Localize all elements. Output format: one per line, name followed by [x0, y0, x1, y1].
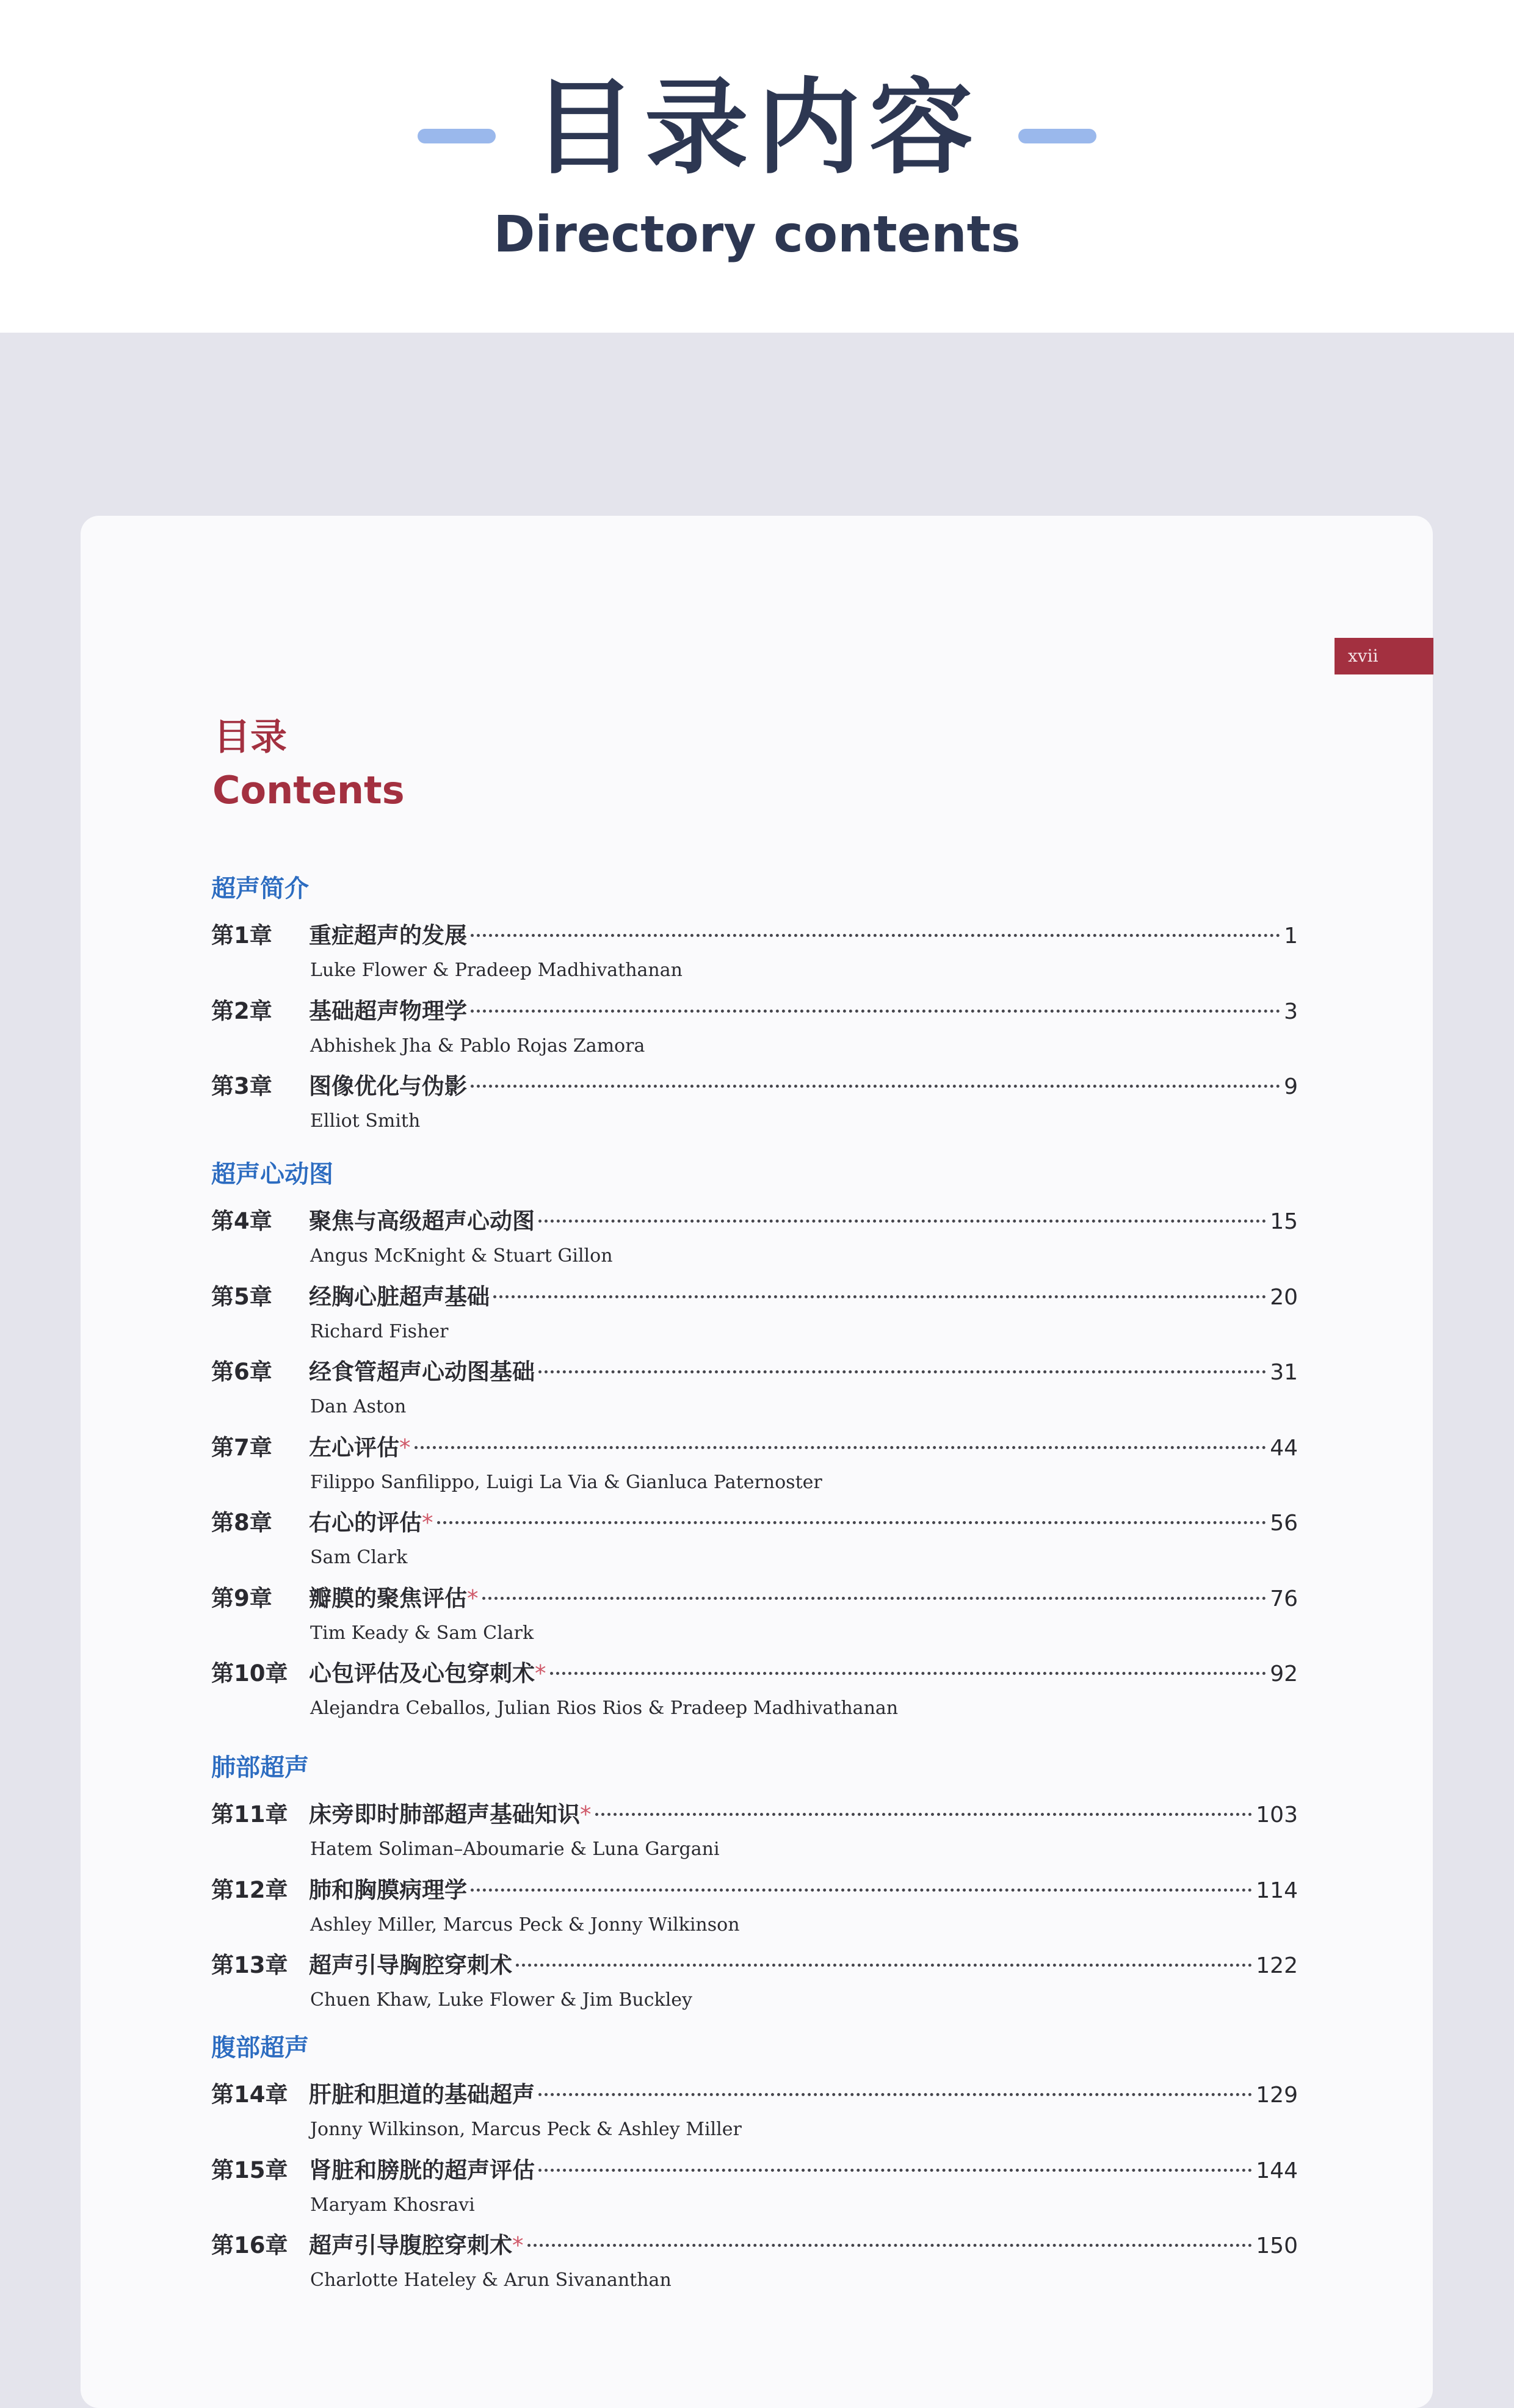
- chapter-star-mark: *: [467, 1585, 479, 1611]
- chapter-page-number: 56: [1270, 1511, 1298, 1536]
- chapter-number: 第2章: [211, 998, 272, 1024]
- chapter-number: 第13章: [211, 1952, 288, 1978]
- chapter-page-number: 150: [1256, 2233, 1298, 2258]
- chapter-star-mark: *: [535, 1660, 546, 1687]
- chapter-title: 经食管超声心动图基础: [309, 1359, 535, 1385]
- chapter-authors: Chuen Khaw, Luke Flower & Jim Buckley: [310, 1989, 693, 2011]
- chapter-entry[interactable]: [211, 1655, 1298, 1692]
- chapter-entry[interactable]: [211, 1947, 1298, 1984]
- chapter-star-mark: *: [422, 1510, 433, 1536]
- chapter-page-number: 122: [1256, 1953, 1298, 1978]
- chapter-page-number: 31: [1270, 1360, 1298, 1385]
- chapter-entry[interactable]: [211, 2152, 1298, 2189]
- banner-title-en: Directory contents: [493, 206, 1021, 264]
- dot-leader: [595, 1813, 1253, 1816]
- page-number-tab: xvii: [1335, 638, 1433, 674]
- dot-leader: [471, 1085, 1280, 1088]
- chapter-title: 右心的评估: [309, 1510, 422, 1536]
- chapter-authors: Tim Keady & Sam Clark: [310, 1622, 534, 1644]
- chapter-authors: Alejandra Ceballos, Julian Rios Rios & Pradeep Madhivathanan: [310, 1698, 899, 1719]
- chapter-star-mark: *: [399, 1434, 411, 1461]
- dot-leader: [527, 2244, 1253, 2247]
- banner-title-cn: 目录内容: [532, 68, 982, 189]
- chapter-title: 肝脏和胆道的基础超声: [309, 2081, 535, 2108]
- dot-leader: [538, 1220, 1266, 1223]
- chapter-entry[interactable]: [211, 993, 1298, 1030]
- dot-leader: [471, 934, 1280, 937]
- chapter-entry[interactable]: [211, 2077, 1298, 2113]
- chapter-number: 第15章: [211, 2157, 288, 2183]
- chapter-entry[interactable]: [211, 1068, 1298, 1105]
- chapter-number: 第11章: [211, 1801, 288, 1828]
- dot-leader: [538, 2169, 1252, 2172]
- chapter-page-number: 92: [1270, 1661, 1298, 1687]
- chapter-number: 第9章: [211, 1585, 272, 1611]
- chapter-page-number: 144: [1256, 2158, 1298, 2183]
- section-title: 超声心动图: [211, 1160, 333, 1188]
- chapter-number: 第14章: [211, 2081, 288, 2108]
- chapter-entry[interactable]: [211, 1430, 1298, 1466]
- chapter-number: 第12章: [211, 1877, 288, 1903]
- dot-leader: [482, 1597, 1267, 1600]
- dot-leader: [516, 1964, 1252, 1967]
- chapter-title: 左心评估: [309, 1434, 399, 1461]
- dot-leader: [538, 2093, 1252, 2096]
- dot-leader: [471, 1010, 1280, 1013]
- banner-dash-right: [1018, 129, 1096, 143]
- chapter-entry[interactable]: [211, 1354, 1298, 1390]
- chapter-authors: Sam Clark: [310, 1547, 408, 1568]
- chapter-entry[interactable]: [211, 1505, 1298, 1541]
- chapter-page-number: 1: [1284, 924, 1298, 949]
- dot-leader: [493, 1295, 1266, 1298]
- chapter-title: 瓣膜的聚焦评估: [309, 1585, 467, 1611]
- section-title: 肺部超声: [211, 1754, 309, 1782]
- chapter-page-number: 9: [1284, 1074, 1298, 1099]
- chapter-page-number: 20: [1270, 1285, 1298, 1310]
- chapter-entry[interactable]: [211, 2227, 1298, 2264]
- chapter-authors: Angus McKnight & Stuart Gillon: [310, 1245, 613, 1267]
- chapter-authors: Jonny Wilkinson, Marcus Peck & Ashley Miller: [310, 2119, 742, 2140]
- dot-leader: [538, 1370, 1266, 1373]
- section-title: 超声简介: [211, 875, 309, 903]
- chapter-authors: Dan Aston: [310, 1396, 407, 1417]
- chapter-page-number: 129: [1256, 2083, 1298, 2108]
- dot-leader: [471, 1889, 1252, 1892]
- chapter-authors: Hatem Soliman–Aboumarie & Luna Gargani: [310, 1839, 720, 1860]
- chapter-title: 床旁即时肺部超声基础知识: [309, 1801, 580, 1828]
- chapter-entry[interactable]: [211, 1796, 1298, 1833]
- chapter-page-number: 15: [1270, 1209, 1298, 1234]
- chapter-page-number: 114: [1256, 1878, 1298, 1903]
- chapter-entry[interactable]: [211, 917, 1298, 954]
- chapter-authors: Abhishek Jha & Pablo Rojas Zamora: [310, 1035, 645, 1057]
- chapter-page-number: 103: [1256, 1802, 1298, 1828]
- chapter-page-number: 44: [1270, 1436, 1298, 1461]
- chapter-entry[interactable]: [211, 1580, 1298, 1617]
- chapter-title: 聚焦与高级超声心动图: [309, 1208, 535, 1234]
- section-title: 腹部超声: [211, 2034, 309, 2062]
- chapter-entry[interactable]: [211, 1279, 1298, 1315]
- chapter-title: 基础超声物理学: [309, 998, 467, 1024]
- chapter-number: 第4章: [211, 1208, 272, 1234]
- chapter-number: 第1章: [211, 922, 272, 949]
- chapter-page-number: 3: [1284, 999, 1298, 1024]
- chapter-number: 第3章: [211, 1073, 272, 1099]
- chapter-number: 第6章: [211, 1359, 272, 1385]
- chapter-title: 超声引导胸腔穿刺术: [309, 1952, 512, 1978]
- chapter-title: 肺和胸膜病理学: [309, 1877, 467, 1903]
- chapter-number: 第7章: [211, 1434, 272, 1461]
- chapter-title: 经胸心脏超声基础: [309, 1284, 490, 1310]
- chapter-title: 心包评估及心包穿刺术: [309, 1660, 535, 1687]
- chapter-authors: Luke Flower & Pradeep Madhivathanan: [310, 960, 683, 981]
- chapter-authors: Ashley Miller, Marcus Peck & Jonny Wilkinson: [310, 1914, 740, 1936]
- toc-heading-cn: 目录: [214, 716, 287, 759]
- dot-leader: [550, 1672, 1267, 1675]
- chapter-entry[interactable]: [211, 1872, 1298, 1909]
- chapter-number: 第8章: [211, 1510, 272, 1536]
- chapter-page-number: 76: [1270, 1586, 1298, 1611]
- chapter-authors: Charlotte Hateley & Arun Sivananthan: [310, 2269, 672, 2291]
- chapter-title: 重症超声的发展: [309, 922, 467, 949]
- chapter-authors: Elliot Smith: [310, 1110, 421, 1132]
- chapter-title: 肾脏和膀胱的超声评估: [309, 2157, 535, 2183]
- banner-title-row: [0, 61, 1514, 195]
- chapter-title: 图像优化与伪影: [309, 1073, 467, 1099]
- dot-leader: [415, 1446, 1267, 1449]
- chapter-star-mark: *: [512, 2232, 524, 2258]
- dot-leader: [437, 1521, 1267, 1524]
- chapter-authors: Richard Fisher: [310, 1321, 449, 1342]
- toc-heading-en: Contents: [212, 768, 405, 812]
- chapter-authors: Maryam Khosravi: [310, 2194, 475, 2216]
- chapter-star-mark: *: [580, 1801, 592, 1828]
- chapter-number: 第5章: [211, 1284, 272, 1310]
- chapter-number: 第10章: [211, 1660, 288, 1687]
- chapter-number: 第16章: [211, 2232, 288, 2258]
- chapter-entry[interactable]: [211, 1203, 1298, 1240]
- banner: [0, 0, 1514, 333]
- chapter-authors: Filippo Sanfilippo, Luigi La Via & Gianluca Paternoster: [310, 1472, 822, 1493]
- chapter-title: 超声引导腹腔穿刺术: [309, 2232, 512, 2258]
